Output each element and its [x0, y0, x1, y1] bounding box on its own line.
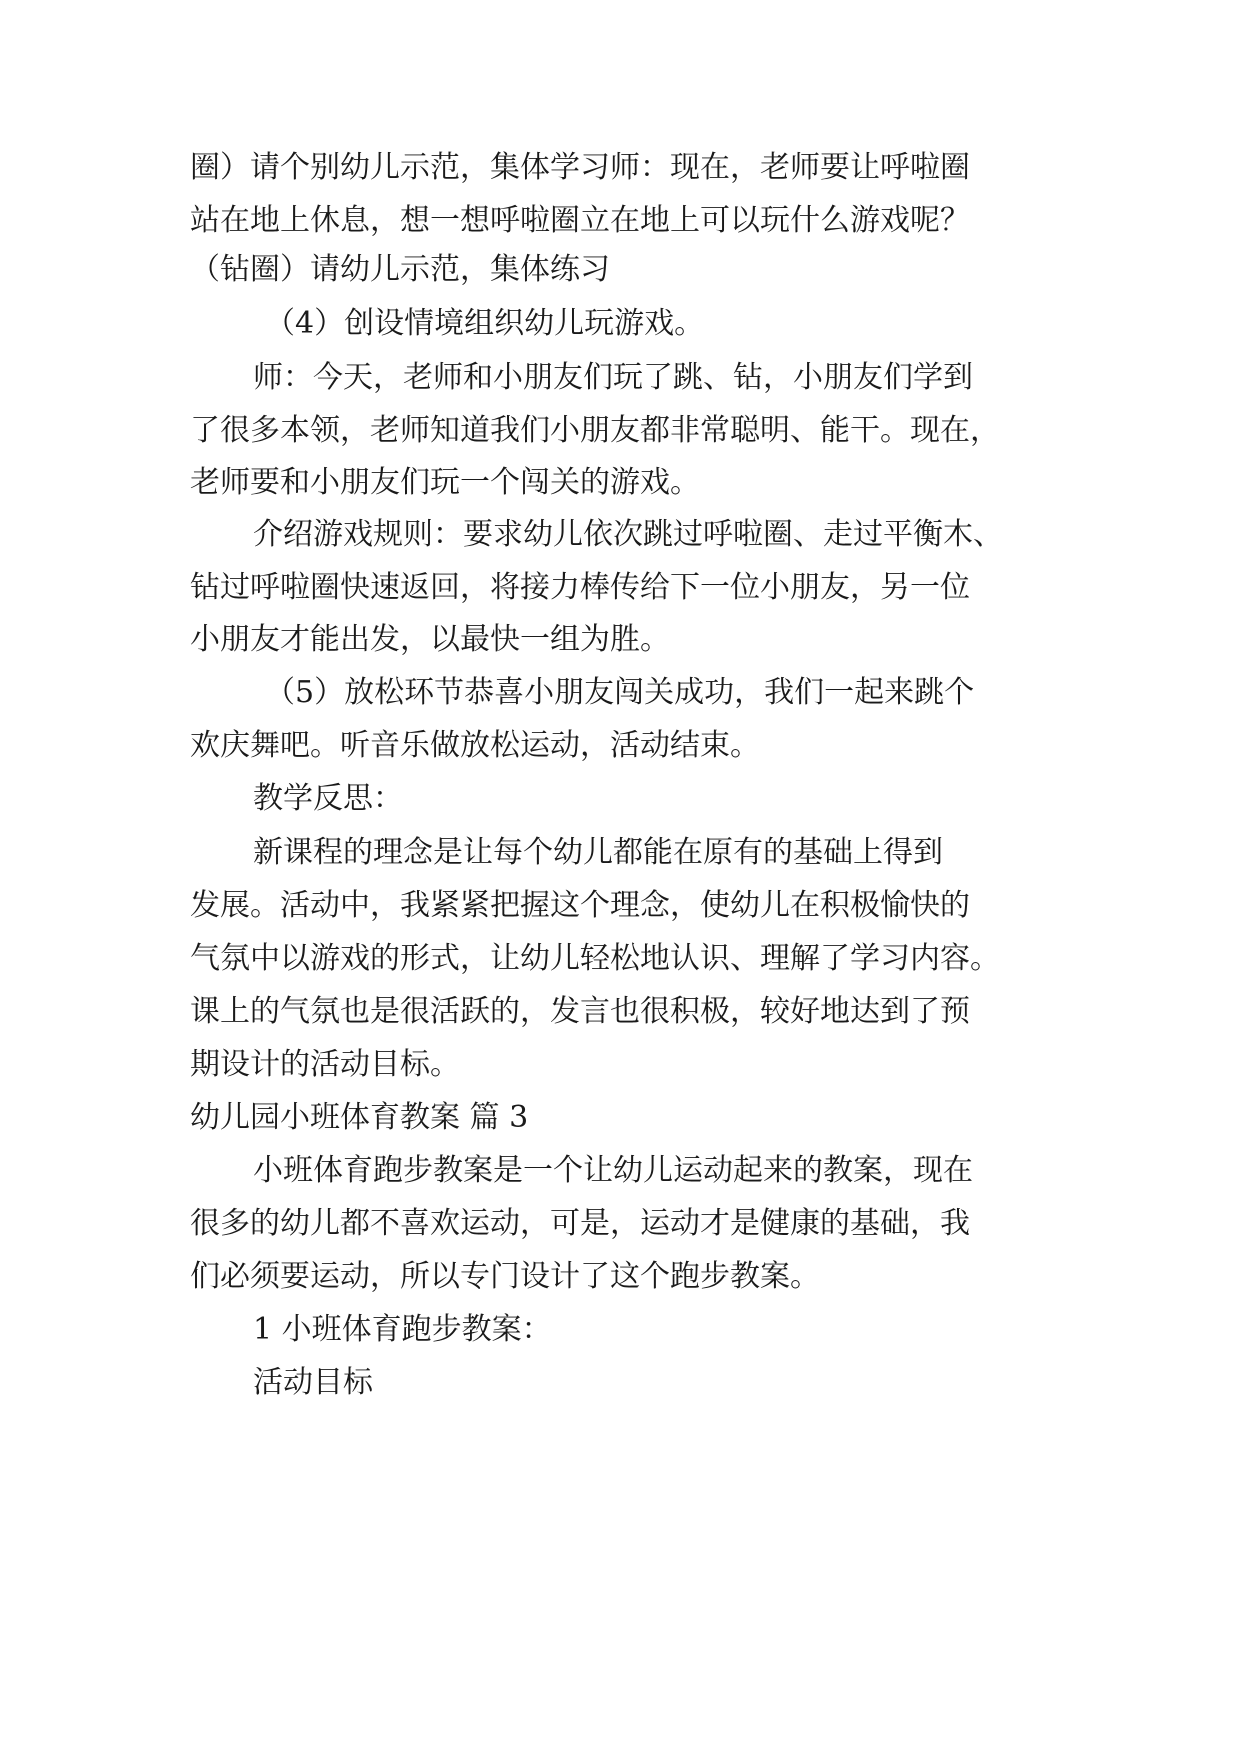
section-heading: 活动目标 — [253, 1365, 373, 1400]
text-line: 气氛中以游戏的形式，让幼儿轻松地认识、理解了学习内容。 — [190, 941, 1000, 976]
text-line: 了很多本领，老师知道我们小朋友都非常聪明、能干。现在， — [190, 413, 1000, 448]
text-line: 师：今天，老师和小朋友们玩了跳、钻，小朋友们学到 — [253, 360, 973, 395]
text-line: 站在地上休息，想一想呼啦圈立在地上可以玩什么游戏呢？ — [190, 203, 970, 238]
text-line: 很多的幼儿都不喜欢运动，可是，运动才是健康的基础，我 — [190, 1206, 970, 1241]
text-line: （4）创设情境组织幼儿玩游戏。 — [265, 306, 705, 341]
section-heading: 1 小班体育跑步教案： — [253, 1312, 552, 1347]
text-line: 欢庆舞吧。听音乐做放松运动，活动结束。 — [190, 728, 760, 763]
text-line: 课上的气氛也是很活跃的，发言也很积极，较好地达到了预 — [190, 994, 970, 1029]
text-line: 新课程的理念是让每个幼儿都能在原有的基础上得到 — [253, 835, 943, 870]
text-line: 介绍游戏规则：要求幼儿依次跳过呼啦圈、走过平衡木、 — [253, 517, 1003, 552]
text-line: 小班体育跑步教案是一个让幼儿运动起来的教案，现在 — [253, 1153, 973, 1188]
text-line: 期设计的活动目标。 — [190, 1047, 460, 1082]
text-line: 发展。活动中，我紧紧把握这个理念，使幼儿在积极愉快的 — [190, 888, 970, 923]
text-line: （钻圈）请幼儿示范，集体练习 — [190, 252, 610, 287]
text-line: （5）放松环节恭喜小朋友闯关成功，我们一起来跳个 — [265, 675, 975, 710]
text-line: 钻过呼啦圈快速返回，将接力棒传给下一位小朋友，另一位 — [190, 570, 970, 605]
text-line: 老师要和小朋友们玩一个闯关的游戏。 — [190, 465, 700, 500]
chapter-heading: 幼儿园小班体育教案 篇 3 — [190, 1100, 529, 1135]
section-heading: 教学反思： — [253, 781, 403, 816]
text-line: 小朋友才能出发，以最快一组为胜。 — [190, 622, 670, 657]
text-line: 们必须要运动，所以专门设计了这个跑步教案。 — [190, 1259, 820, 1294]
text-line: 圈）请个别幼儿示范，集体学习师：现在，老师要让呼啦圈 — [190, 150, 970, 185]
